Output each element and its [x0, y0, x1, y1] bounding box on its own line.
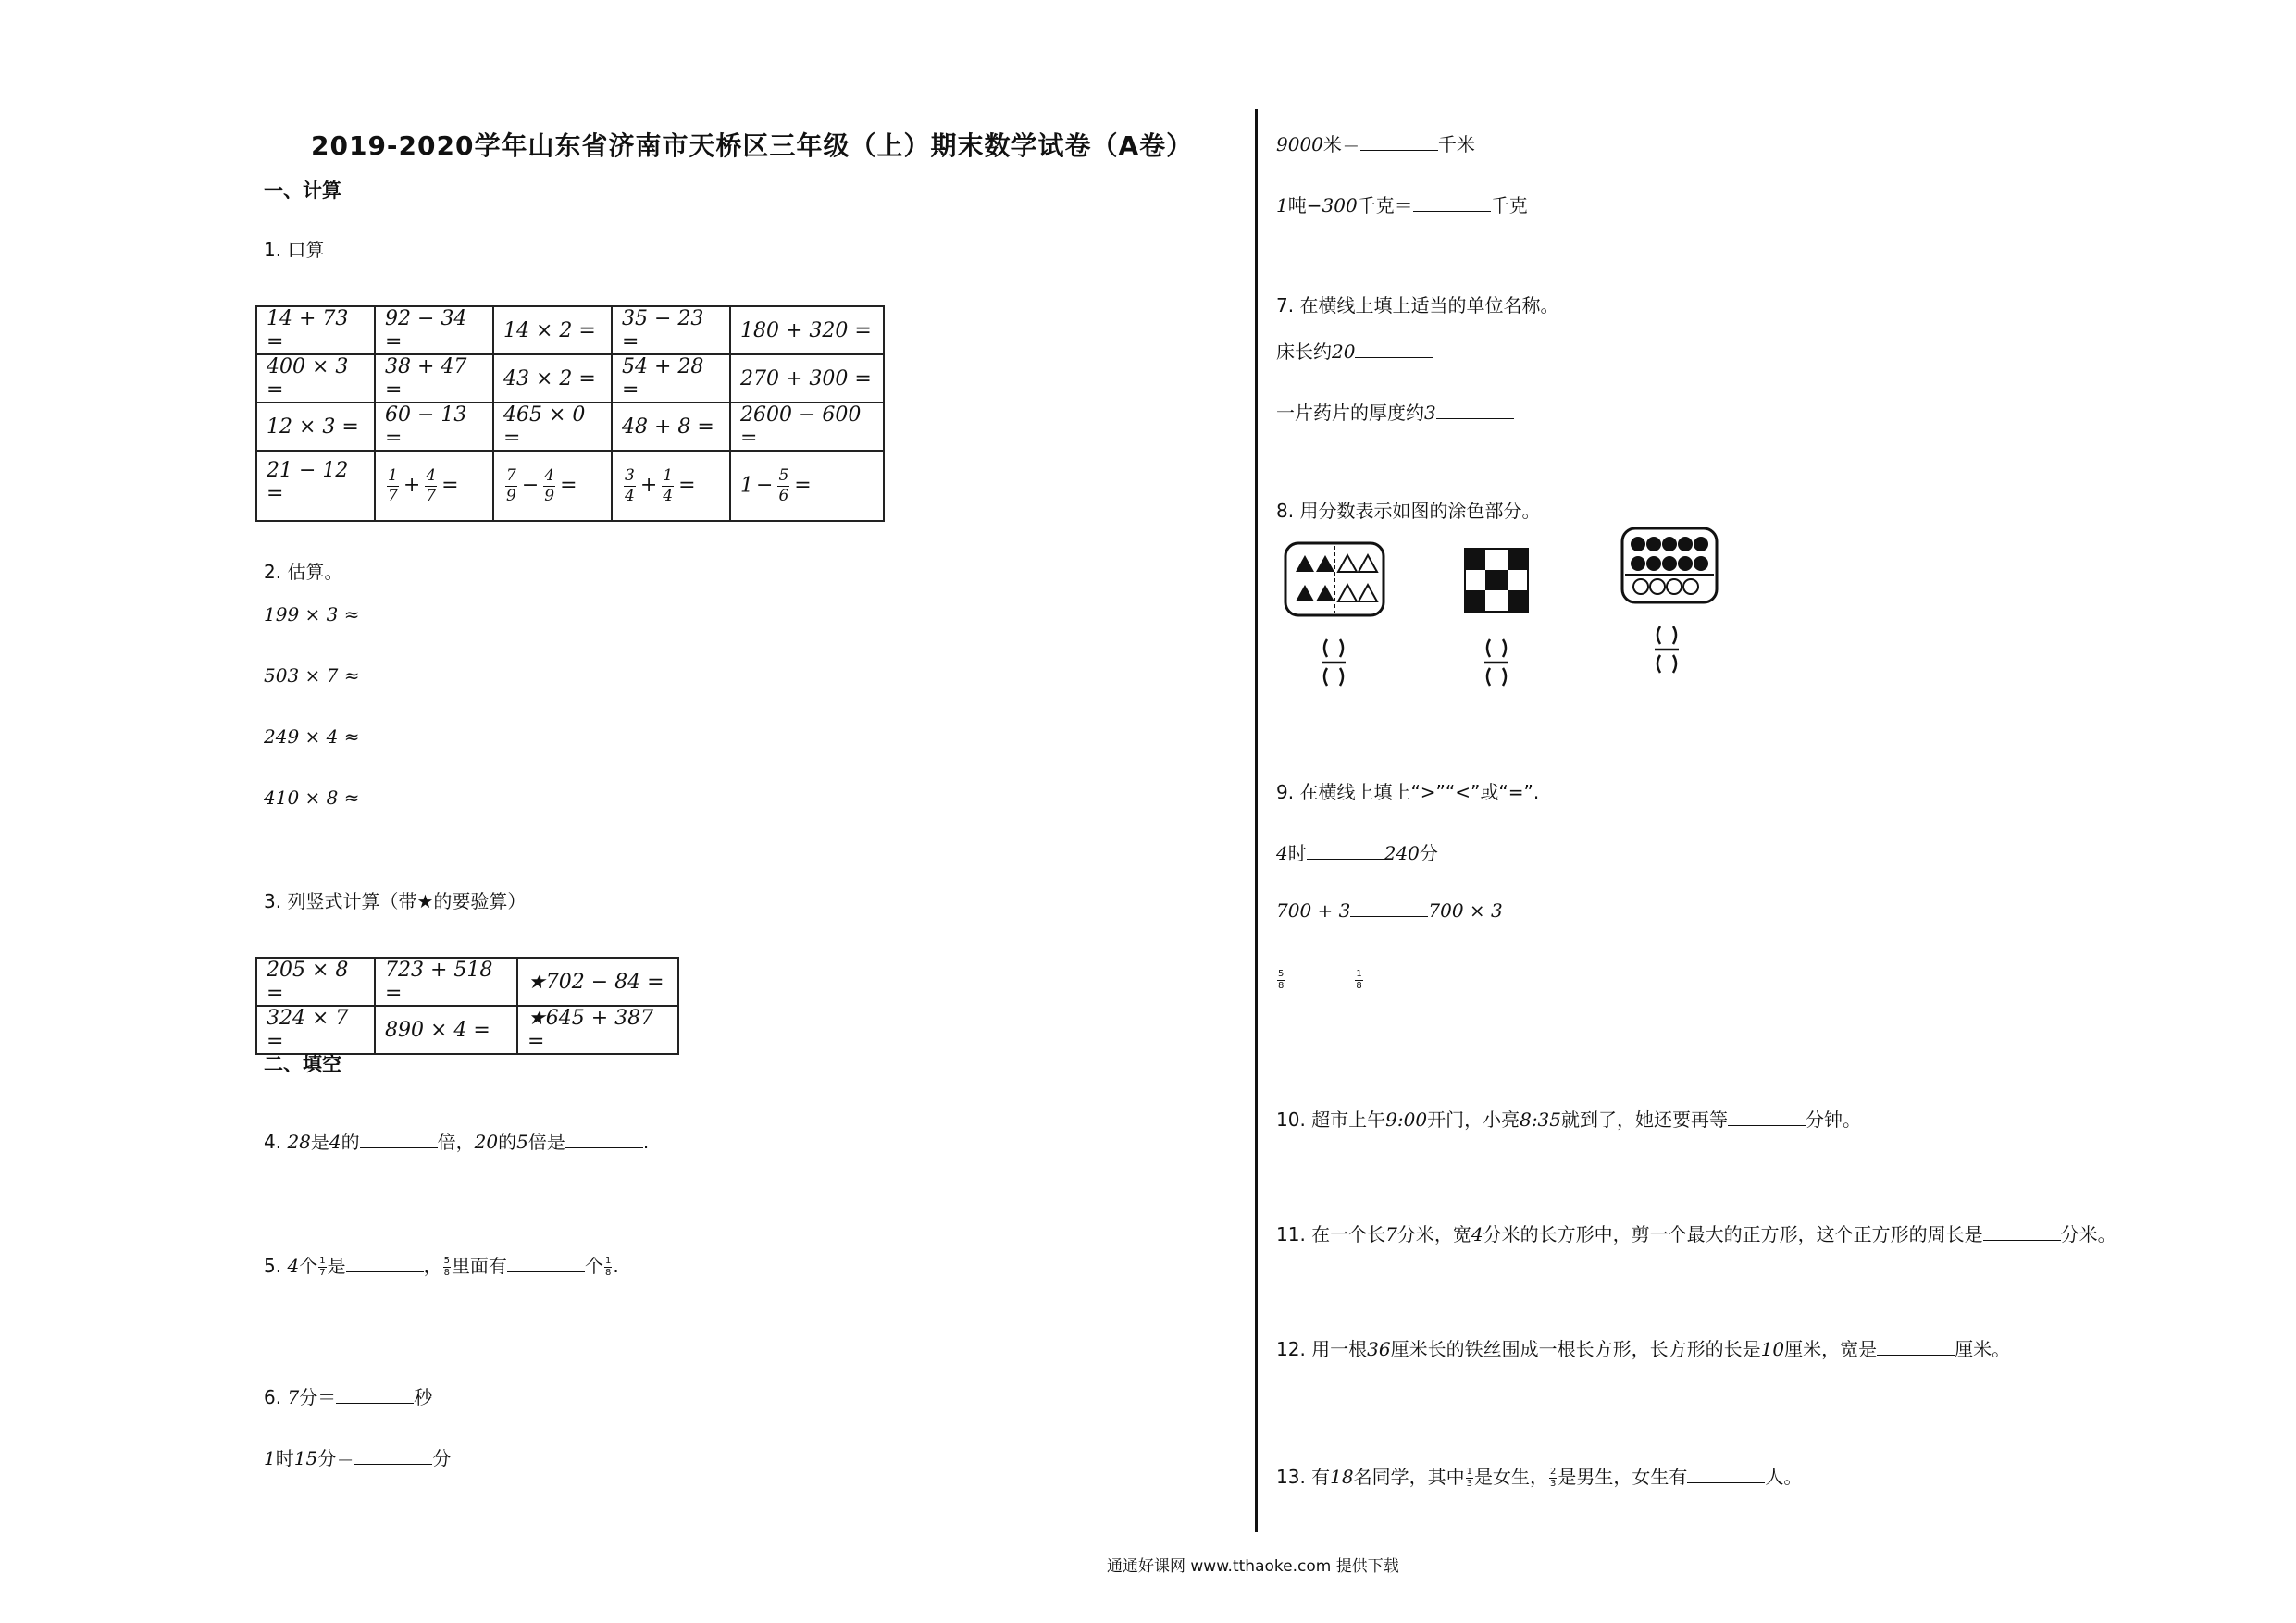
equals: =: [441, 474, 459, 497]
answer-blank[interactable]: [565, 1131, 643, 1148]
fraction: [425, 465, 437, 505]
denominator: 7: [388, 486, 398, 505]
circles-figure: [1620, 526, 1719, 605]
question-9-line3: [1276, 968, 1364, 991]
equals: =: [794, 474, 812, 497]
text: 分＝: [299, 1386, 337, 1408]
q1-label: 1. 口算: [264, 239, 325, 261]
text: 厘米，宽是: [1784, 1338, 1878, 1360]
fraction: [777, 465, 789, 505]
q-number: 4.: [264, 1131, 288, 1153]
text: 分米的长方形中，剪一个最大的正方形，这个正方形的周长是: [1483, 1223, 1983, 1245]
number: 7: [1385, 1223, 1397, 1245]
numerator: 7: [506, 465, 516, 485]
denominator: 6: [778, 486, 789, 505]
table-cell: 60 − 13 =: [375, 403, 493, 451]
text: 分: [432, 1447, 452, 1469]
number: 36: [1367, 1338, 1391, 1360]
estimate-item: 410 × 8 ≈: [264, 787, 360, 809]
text: 分米。: [2060, 1223, 2116, 1245]
number: 4: [1276, 842, 1288, 864]
denominator: 3: [1466, 1479, 1472, 1489]
denominator: 8: [443, 1268, 450, 1278]
q-number: 6.: [264, 1386, 288, 1408]
text: 千克: [1490, 194, 1528, 217]
table-row: [256, 1006, 678, 1054]
table-cell: 890 × 4 =: [375, 1006, 517, 1054]
question-7-line1: [1276, 337, 1433, 364]
estimate-item: 199 × 3 ≈: [264, 603, 360, 626]
denominator: 4: [663, 486, 674, 505]
fraction: [624, 465, 636, 505]
vertical-calc-table: [255, 957, 679, 1055]
text: 厘米长的铁丝围成一根长方形，长方形的长是: [1390, 1338, 1761, 1360]
text: 倍，: [437, 1131, 475, 1153]
fraction: [443, 1257, 451, 1278]
equals: =: [560, 474, 577, 497]
q-number: 5.: [264, 1255, 288, 1277]
fraction: [387, 465, 399, 505]
fraction: [1466, 1468, 1473, 1489]
operator: −: [756, 474, 774, 497]
numerator: 4: [544, 465, 555, 485]
answer-blank[interactable]: [1687, 1466, 1765, 1483]
text: 13. 有: [1276, 1466, 1331, 1488]
estimate-item: 249 × 4 ≈: [264, 725, 360, 748]
answer-blank[interactable]: [1285, 968, 1354, 985]
table-cell: 324 × 7 =: [256, 1006, 375, 1054]
text: 分米，宽: [1396, 1223, 1471, 1245]
answer-blank[interactable]: [1983, 1223, 2061, 1241]
page-title: 2019-2020学年山东省济南市天桥区三年级（上）期末数学试卷（A卷）: [311, 130, 1194, 161]
text: .: [613, 1255, 619, 1277]
text: 倍是: [527, 1131, 565, 1153]
number: 8:35: [1520, 1109, 1562, 1131]
text: 10. 超市上午: [1276, 1109, 1386, 1131]
number: 300: [1322, 194, 1358, 217]
text: 是: [310, 1131, 329, 1153]
table-cell: 14 + 73 =: [256, 306, 375, 354]
numerator: 1: [388, 465, 398, 485]
table-cell: 43 × 2 =: [493, 354, 612, 403]
triangles-figure: [1283, 540, 1386, 618]
table-cell: 14 × 2 =: [493, 306, 612, 354]
table-cell: 12 × 3 =: [256, 403, 375, 451]
answer-blank[interactable]: [1877, 1338, 1955, 1356]
text: 12. 用一根: [1276, 1338, 1368, 1360]
table-row: [256, 354, 884, 403]
number: 10: [1760, 1338, 1785, 1360]
denominator: 8: [604, 1268, 612, 1278]
table-cell: 205 × 8 =: [256, 958, 375, 1006]
number: 3: [1424, 402, 1436, 424]
table-cell: ★702 − 84 =: [517, 958, 678, 1006]
question-6-line4: [1276, 191, 1528, 217]
text: 是女生，: [1474, 1466, 1548, 1488]
operator: +: [403, 474, 421, 497]
table-cell: [493, 451, 612, 521]
fraction-answer-blank[interactable]: [1318, 637, 1349, 688]
q2-label: 2. 估算。: [264, 561, 343, 583]
table-cell: [730, 451, 884, 521]
table-cell: 92 − 34 =: [375, 306, 493, 354]
q7-label: 7. 在横线上填上适当的单位名称。: [1276, 294, 1559, 316]
fraction-answer-blank[interactable]: [1481, 637, 1512, 688]
text: 名同学，其中: [1353, 1466, 1465, 1488]
expression: 700 + 3: [1276, 899, 1351, 922]
answer-blank[interactable]: [354, 1447, 432, 1465]
text: 千克＝: [1357, 194, 1413, 217]
fraction: [1355, 970, 1362, 991]
text: 个: [299, 1255, 318, 1277]
number: 9:00: [1385, 1109, 1428, 1131]
operator: +: [639, 474, 658, 497]
table-cell: 270 + 300 =: [730, 354, 884, 403]
question-4: [264, 1127, 649, 1154]
denominator: 8: [1278, 981, 1285, 991]
number: 20: [474, 1131, 499, 1153]
text: 米＝: [1322, 133, 1360, 155]
number: 4: [287, 1255, 300, 1277]
q8-label: 8. 用分数表示如图的涂色部分。: [1276, 500, 1541, 522]
fraction: [318, 1257, 326, 1278]
numerator: 3: [625, 465, 635, 485]
text: 分钟。: [1806, 1109, 1862, 1131]
numerator: 5: [443, 1256, 450, 1266]
denominator: 7: [426, 486, 437, 505]
denominator: 7: [319, 1268, 326, 1278]
numerator: 1: [1356, 969, 1362, 979]
table-row: [256, 306, 884, 354]
section-heading-calc: 一、计算: [264, 180, 341, 202]
question-9-line1: [1276, 838, 1438, 865]
number: 4: [329, 1131, 341, 1153]
text: 是: [327, 1255, 346, 1277]
numerator: 1: [319, 1256, 326, 1266]
number: 1: [1276, 194, 1288, 217]
text: 千米: [1437, 133, 1475, 155]
number: 28: [287, 1131, 311, 1153]
answer-blank[interactable]: [507, 1255, 585, 1272]
text: 床长约: [1276, 341, 1332, 363]
text: 个: [584, 1255, 603, 1277]
text: 分＝: [317, 1447, 355, 1469]
numerator: 1: [663, 465, 674, 485]
table-cell: 21 − 12 =: [256, 451, 375, 521]
text: 一片药片的厚度约: [1276, 402, 1424, 424]
fraction-answer-blank[interactable]: [1651, 624, 1682, 675]
answer-blank[interactable]: [1436, 402, 1514, 419]
answer-blank[interactable]: [336, 1386, 414, 1404]
table-cell: 38 + 47 =: [375, 354, 493, 403]
number: 240: [1384, 842, 1420, 864]
number: 1: [264, 1447, 276, 1469]
table-cell: 48 + 8 =: [612, 403, 730, 451]
fraction: [1277, 970, 1285, 991]
number: 9000: [1276, 133, 1323, 155]
estimate-item: 503 × 7 ≈: [264, 664, 360, 687]
fraction: [543, 465, 555, 505]
checkerboard-figure: [1462, 546, 1531, 614]
text: 是男生，女生有: [1558, 1466, 1688, 1488]
numerator: 5: [778, 465, 789, 485]
answer-blank[interactable]: [1355, 341, 1433, 358]
number: 15: [293, 1447, 318, 1469]
numerator: 4: [426, 465, 437, 485]
fraction: [662, 465, 674, 505]
question-6-line2: [264, 1443, 451, 1470]
question-12: [1276, 1334, 2010, 1361]
denominator: 9: [544, 486, 555, 505]
question-9-line2: [1276, 899, 1503, 922]
operator: −: [521, 474, 540, 497]
q3-label: 3. 列竖式计算（带★的要验算）: [264, 890, 527, 912]
denominator: 4: [625, 486, 635, 505]
number: 7: [287, 1386, 300, 1408]
footer-source: 通通好课网 www.tthaoke.com 提供下载: [1107, 1557, 1399, 1576]
table-row: [256, 958, 678, 1006]
text: 就到了，她还要再等: [1561, 1109, 1729, 1131]
numerator: 5: [1278, 969, 1285, 979]
answer-blank[interactable]: [1350, 899, 1428, 917]
table-cell: ★645 + 387 =: [517, 1006, 678, 1054]
question-13: [1276, 1462, 1802, 1489]
equals: =: [678, 474, 696, 497]
fraction: [604, 1257, 612, 1278]
table-cell: 180 + 320 =: [730, 306, 884, 354]
answer-blank[interactable]: [1728, 1109, 1806, 1126]
table-cell: 723 + 518 =: [375, 958, 517, 1006]
text: ，: [423, 1255, 442, 1277]
numerator: 1: [604, 1256, 612, 1266]
table-cell: 35 − 23 =: [612, 306, 730, 354]
text: 时: [1287, 842, 1307, 864]
number: 18: [1330, 1466, 1354, 1488]
text: 秒: [414, 1386, 433, 1408]
text: 人。: [1765, 1466, 1803, 1488]
text: 厘米。: [1955, 1338, 2011, 1360]
text: 里面有: [451, 1255, 507, 1277]
question-10: [1276, 1105, 1861, 1132]
question-6-line3: [1276, 130, 1475, 156]
answer-blank[interactable]: [1360, 133, 1438, 151]
text: 分: [1419, 842, 1438, 864]
question-7-line2: [1276, 398, 1514, 425]
text: .: [642, 1131, 650, 1153]
denominator: 3: [1550, 1479, 1557, 1489]
numerator: 1: [1466, 1467, 1472, 1477]
text: 11. 在一个长: [1276, 1223, 1386, 1245]
expression: 700 × 3: [1428, 899, 1503, 922]
table-cell: [375, 451, 493, 521]
number: 5: [516, 1131, 528, 1153]
text: 吨−: [1287, 194, 1322, 217]
fraction: [505, 465, 517, 505]
column-divider: [1255, 109, 1258, 1532]
denominator: 9: [506, 486, 516, 505]
numerator: 2: [1550, 1467, 1557, 1477]
answer-blank[interactable]: [360, 1131, 438, 1148]
table-cell: 400 × 3 =: [256, 354, 375, 403]
number: 4: [1471, 1223, 1483, 1245]
fraction: [1549, 1468, 1557, 1489]
mental-math-table: [255, 305, 885, 522]
table-cell: 2600 − 600 =: [730, 403, 884, 451]
answer-blank[interactable]: [1307, 842, 1384, 860]
whole-number: 1: [740, 474, 753, 497]
text: 的: [341, 1131, 360, 1153]
section-heading-fill: 二、填空: [264, 1053, 341, 1075]
table-row: [256, 451, 884, 521]
table-cell: 54 + 28 =: [612, 354, 730, 403]
answer-blank[interactable]: [346, 1255, 424, 1272]
text: 开门，小亮: [1427, 1109, 1520, 1131]
number: 20: [1332, 341, 1356, 363]
q9-label: 9. 在横线上填上“>”“<”或“=”.: [1276, 781, 1540, 803]
question-5: [264, 1251, 619, 1278]
answer-blank[interactable]: [1413, 194, 1491, 212]
text: 的: [498, 1131, 517, 1153]
question-11: [1276, 1220, 2116, 1246]
denominator: 8: [1356, 981, 1362, 991]
table-cell: 465 × 0 =: [493, 403, 612, 451]
text: 时: [275, 1447, 294, 1469]
table-row: [256, 403, 884, 451]
table-cell: [612, 451, 730, 521]
question-6-line1: [264, 1382, 432, 1409]
